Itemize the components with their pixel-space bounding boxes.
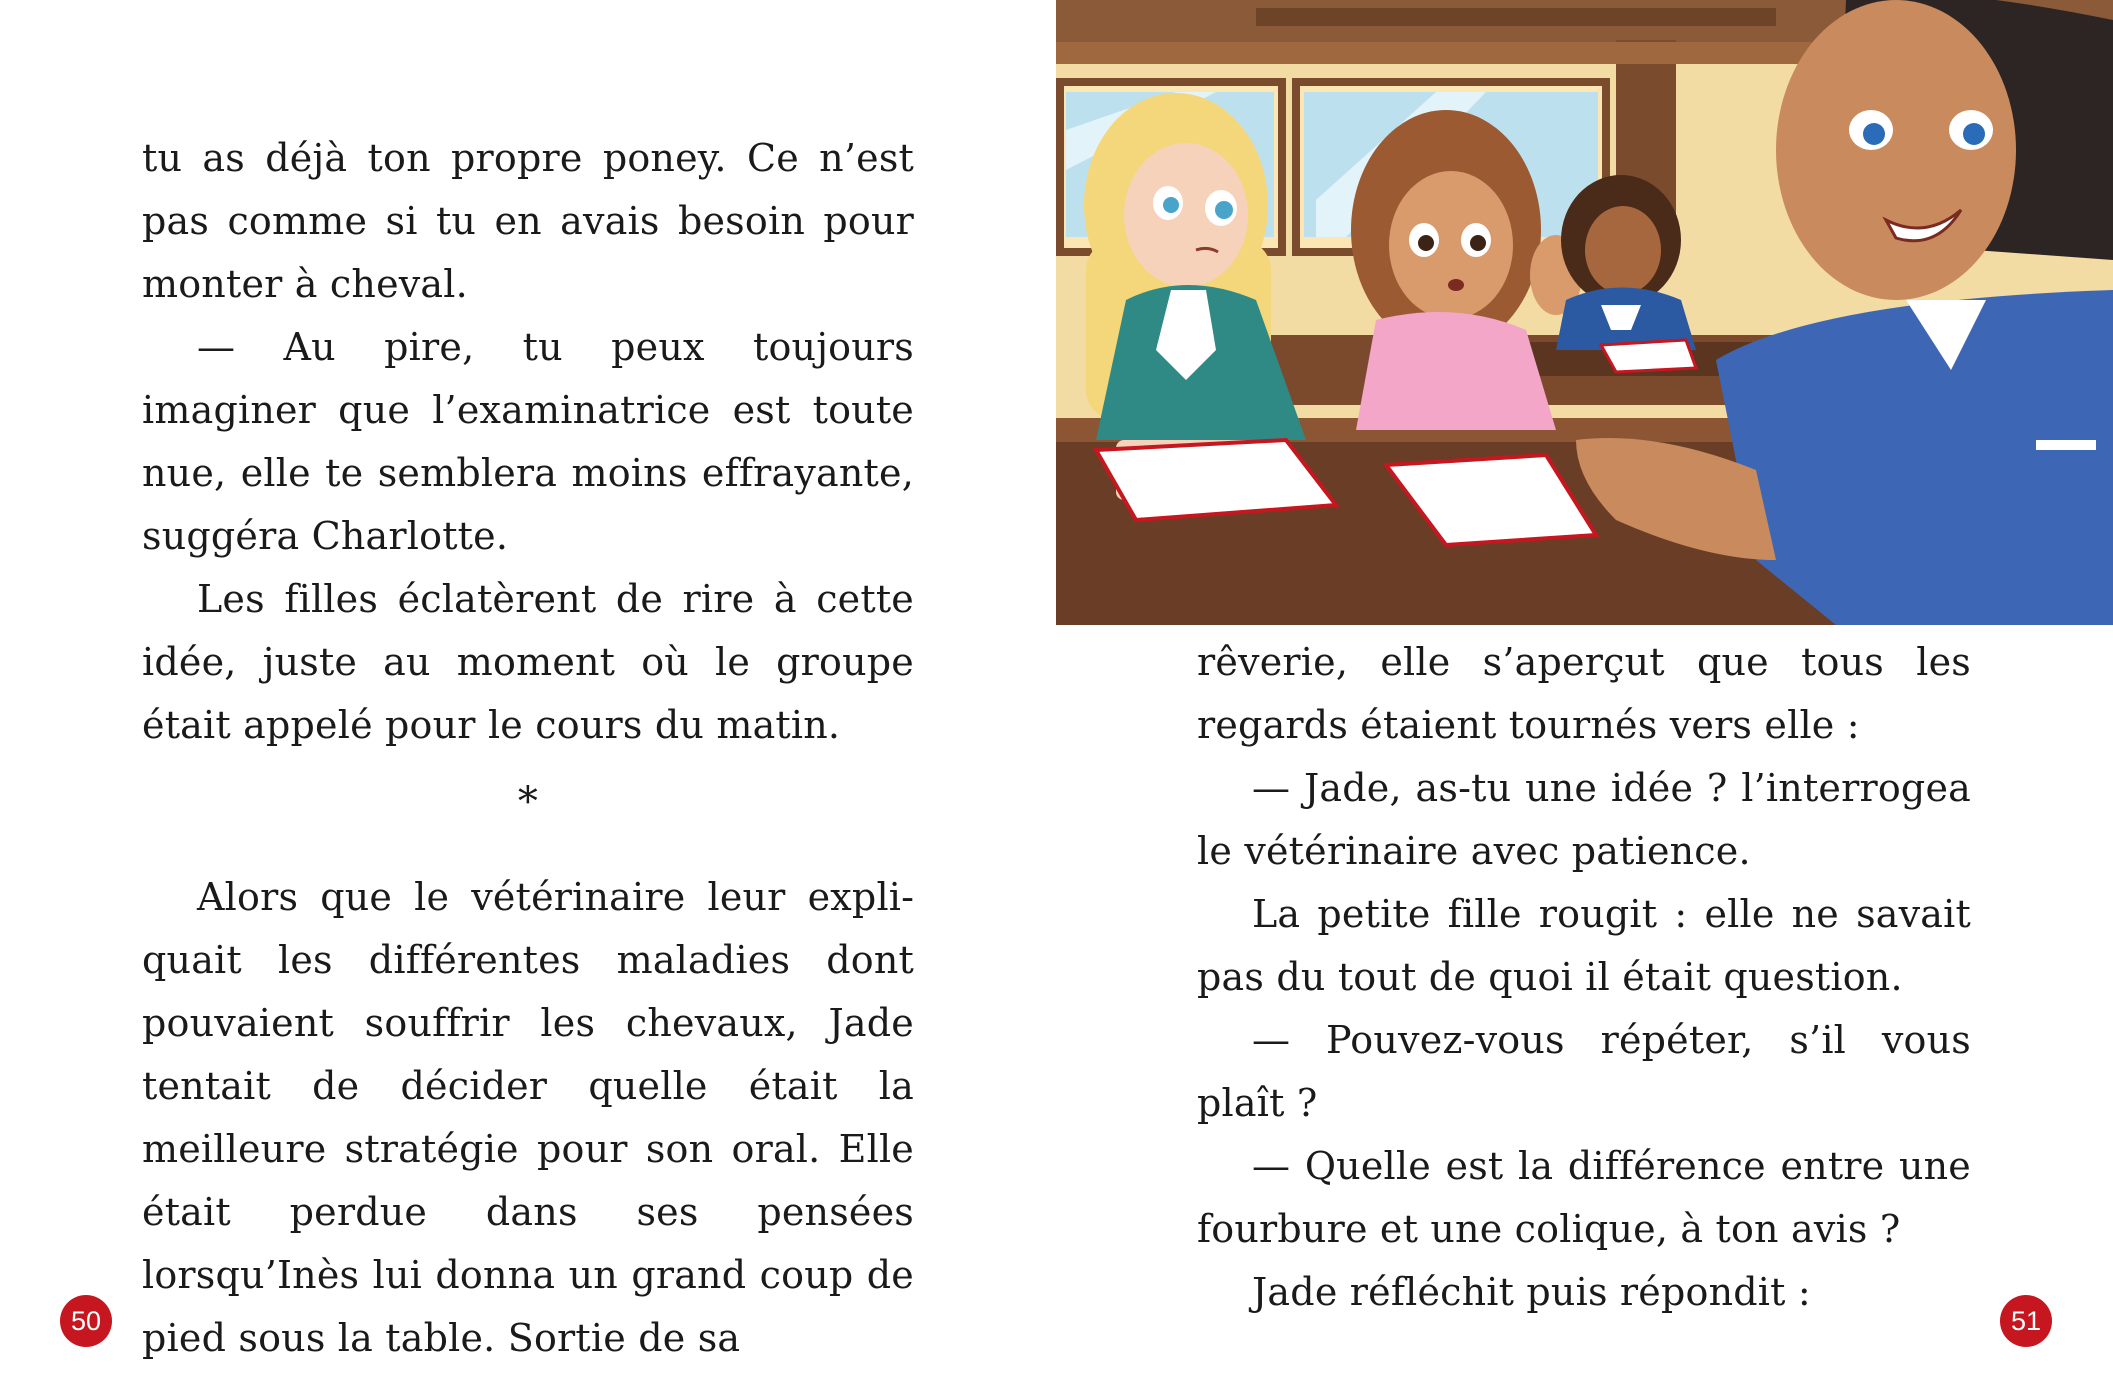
paragraph: tu as déjà ton propre poney. Ce n’est pas comme si tu en avais besoin pour monter à cheval. bbox=[142, 136, 914, 306]
page-number-badge: 50 bbox=[60, 1295, 112, 1347]
left-text-block bbox=[142, 127, 914, 1370]
paragraph: — Jade, as-tu une idée ? l’interrogea le vétérinaire avec patience. bbox=[1197, 766, 1971, 873]
paragraph: Les filles éclatèrent de rire à cette idée, juste au moment où le groupe était appelé pour le cours du matin. bbox=[142, 577, 914, 747]
right-text-block bbox=[1197, 631, 1971, 1324]
paragraph: — Pouvez-vous répéter, s’il vous plaît ? bbox=[1197, 1018, 1971, 1125]
paragraph: — Quelle est la différence entre une fourbure et une colique, à ton avis ? bbox=[1197, 1144, 1971, 1251]
paragraph: Jade réfléchit puis répondit : bbox=[1252, 1270, 1811, 1314]
left-page bbox=[0, 0, 1056, 1400]
paragraph: La petite fille rougit : elle ne savait pas du tout de quoi il était question. bbox=[1197, 892, 1971, 999]
paragraph: Alors que le vétérinaire leur expliquait les différentes maladies dont pouvaient souffrir les chevaux, Jade tentait de décider quelle était la meilleure stratégie pour son oral. Elle était perdue dans ses pensées lorsqu’Inès lui donna un grand coup de pied sous la table. Sortie de sa bbox=[142, 875, 914, 1360]
paragraph: — Au pire, tu peux toujours imaginer que l’examinatrice est toute nue, elle te semblera moins effrayante, suggéra Charlotte. bbox=[142, 325, 914, 558]
right-page bbox=[1056, 0, 2113, 1400]
paragraph: rêverie, elle s’aperçut que tous les regards étaient tournés vers elle : bbox=[1197, 640, 1971, 747]
section-separator: * bbox=[517, 779, 539, 825]
page-number-badge: 51 bbox=[2000, 1295, 2052, 1347]
classroom-illustration bbox=[1056, 0, 2113, 625]
